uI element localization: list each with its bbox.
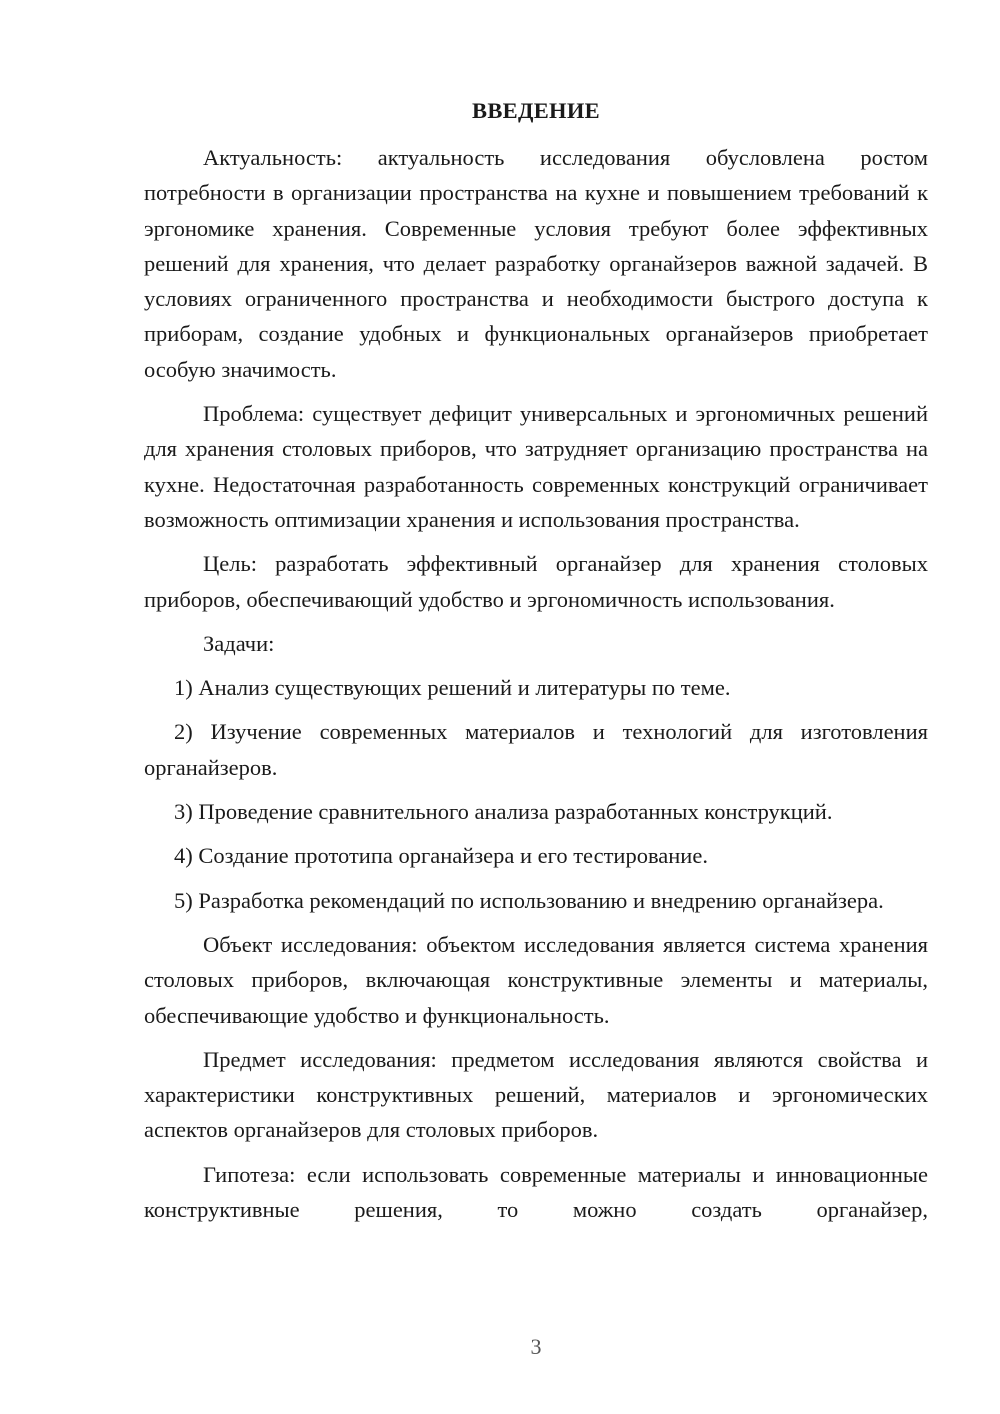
hypothesis-paragraph: Гипотеза: если использовать современные материалы и инновационные конструктивные решения, то можно создать органайзер, xyxy=(144,1161,928,1223)
task-item-4: 4) Создание прототипа органайзера и его тестирование. xyxy=(174,843,708,869)
subject-paragraph: Предмет исследования: предметом исследования являются свойства и характеристики конструктивных решений, материалов и эргономических аспектов органайзеров для столовых приборов. xyxy=(144,1046,928,1143)
task-item-3: 3) Проведение сравнительного анализа разработанных конструкций. xyxy=(174,799,833,825)
page-number: 3 xyxy=(530,1334,542,1359)
section-heading: ВВЕДЕНИЕ xyxy=(472,98,600,123)
problem-paragraph: Проблема: существует дефицит универсальных и эргономичных решений для хранения столовых приборов, что затрудняет организацию пространства на кухне. Недостаточная разработанность современных конструкций ограничивает возможность оптимизации хранения и использования пространства. xyxy=(144,401,928,532)
tasks-label: Задачи: xyxy=(203,630,275,656)
page-content xyxy=(144,93,928,1236)
goal-paragraph: Цель: разработать эффективный органайзер для хранения столовых приборов, обеспечивающий удобство и эргономичность использования. xyxy=(144,551,928,612)
object-paragraph: Объект исследования: объектом исследования является система хранения столовых приборов, включающая конструктивные элементы и материалы, обеспечивающие удобство и функциональность. xyxy=(144,931,928,1028)
task-item-1: 1) Анализ существующих решений и литературы по теме. xyxy=(174,675,731,701)
relevance-paragraph: Актуальность: актуальность исследования обусловлена ростом потребности в организации пространства на кухне и повышением требований к эргономике хранения. Современные условия требуют более эффективных решений для хранения, что делает разработку органайзеров важной задачей. В условиях ограниченного пространства и необходимости быстрого доступа к приборам, создание удобных и функциональных органайзеров приобретает особую значимость. xyxy=(144,145,928,382)
task-item-5: 5) Разработка рекомендаций по использованию и внедрению органайзера. xyxy=(174,887,884,913)
task-item-2: 2) Изучение современных материалов и технологий для изготовления органайзеров. xyxy=(144,719,928,780)
